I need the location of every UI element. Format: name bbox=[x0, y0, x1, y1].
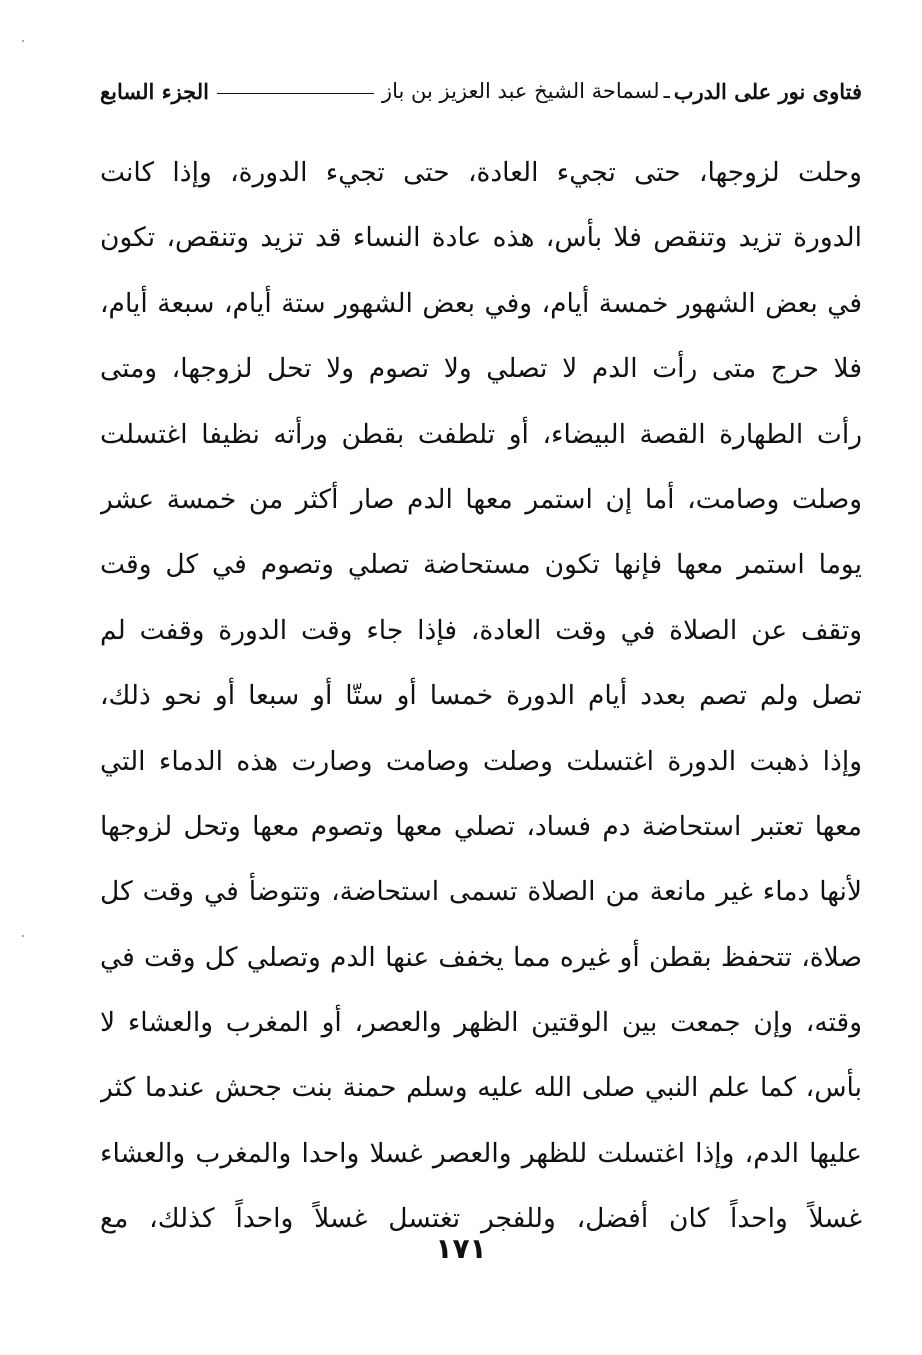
text-line: رأت الطهارة القصة البيضاء، أو تلطفت بقطن ورأته نظيفا اغتسلت bbox=[100, 418, 862, 450]
text-line: وصلت وصامت، أما إن استمر معها الدم صار أكثر من خمسة عشر bbox=[100, 483, 862, 515]
body-text bbox=[100, 140, 862, 1252]
text-line: صلاة، تتحفظ بقطن أو غيره مما يخفف عنها الدم وتصلي كل وقت في bbox=[100, 941, 862, 973]
text-line: في بعض الشهور خمسة أيام، وفي بعض الشهور ستة أيام، سبعة أيام، bbox=[100, 287, 862, 319]
text-line: وقته، وإن جمعت بين الوقتين الظهر والعصر، أو المغرب والعشاء لا bbox=[100, 1007, 862, 1039]
text-line: تصل ولم تصم بعدد أيام الدورة خمسا أو ستّا أو سبعا أو نحو ذلك، bbox=[100, 680, 862, 712]
scan-speck bbox=[22, 40, 24, 42]
header-book-title: فتاوى نور على الدرب bbox=[673, 78, 862, 104]
text-line: الدورة تزيد وتنقص فلا بأس، هذه عادة النساء قد تزيد وتنقص، تكون bbox=[100, 222, 862, 254]
header-volume: الجزء السابع bbox=[100, 78, 209, 104]
header-separator: ـ bbox=[663, 79, 670, 103]
running-header bbox=[100, 72, 862, 110]
text-line: معها تعتبر استحاضة دم فساد، تصلي معها وتصوم معها وتحل لزوجها bbox=[100, 810, 862, 842]
page-number: ١٧١ bbox=[435, 1232, 487, 1265]
text-line: يوما استمر معها فإنها تكون مستحاضة تصلي وتصوم في كل وقت bbox=[100, 549, 862, 581]
text-line: عليها الدم، وإذا اغتسلت للظهر والعصر غسلا واحدا والمغرب والعشاء bbox=[100, 1137, 862, 1169]
text-line: غسلاً واحداً كان أفضل، وللفجر تغتسل غسلاً واحداً كذلك، مع bbox=[100, 1203, 862, 1235]
text-line: وحلت لزوجها، حتى تجيء العادة، حتى تجيء الدورة، وإذا كانت bbox=[100, 157, 862, 188]
header-rule bbox=[217, 93, 374, 94]
scan-speck bbox=[22, 935, 24, 937]
text-line: بأس، كما علم النبي صلى الله عليه وسلم حمنة بنت جحش عندما كثر bbox=[100, 1072, 862, 1104]
header-author: لسماحة الشيخ عبد العزيز بن باز bbox=[381, 79, 660, 103]
text-line: وإذا ذهبت الدورة اغتسلت وصلت وصامت وصارت هذه الدماء التي bbox=[100, 745, 862, 777]
text-line: لأنها دماء غير مانعة من الصلاة تسمى استحاضة، وتتوضأ في وقت كل bbox=[100, 876, 862, 908]
text-line: فلا حرج متى رأت الدم لا تصلي ولا تصوم ولا تحل لزوجها، ومتى bbox=[100, 353, 862, 385]
text-line: وتقف عن الصلاة في وقت العادة، فإذا جاء وقت الدورة وقفت لم bbox=[100, 614, 862, 646]
